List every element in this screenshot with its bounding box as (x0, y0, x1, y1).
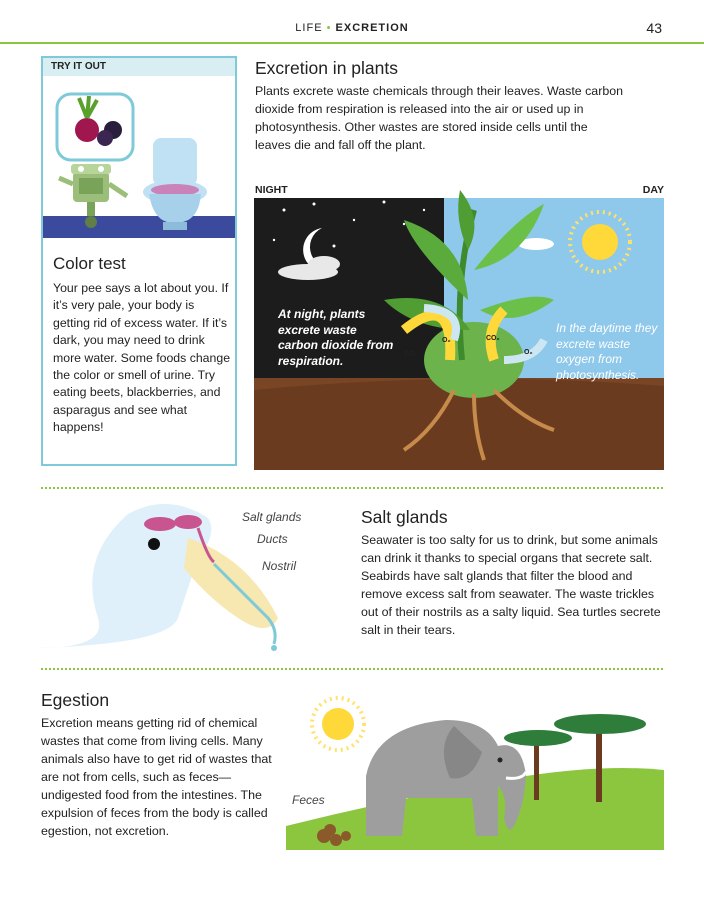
day-label: DAY (642, 184, 664, 196)
bird-eye-icon (148, 538, 160, 550)
plants-title: Excretion in plants (255, 58, 398, 78)
try-it-out-box (41, 56, 237, 466)
color-test-body: Your pee says a lot about you. If it’s very pale, your body is getting rid of excess water. If it’s dark, you may need to drink more water. Some foods change the color or smell of urine. Try eating beets, blackberries, and asparagus and see what happens! (53, 281, 231, 435)
color-test-title: Color test (53, 254, 126, 273)
co2-label-day: CO₂ (486, 335, 500, 342)
salt-glands-title: Salt glands (361, 507, 448, 527)
plants-body: Plants excrete waste chemicals through their leaves. Waste carbon dioxide from respiration is released into the air or used up in photosynthesis. Other wastes are stored inside cells until the leaves die and fall off the plant. (255, 84, 623, 152)
page-number: 43 (646, 20, 662, 36)
night-caption: At night, plants excrete waste carbon dioxide from respiration. (278, 307, 394, 368)
elephant-illustration (286, 686, 664, 850)
salt-glands-callout: Salt glands (242, 510, 302, 524)
header-rule (0, 42, 704, 44)
egestion-body: Excretion means getting rid of chemical wastes that come from living cells. Many animals also have to get rid of wastes that are not from cells, such as feces—undigested food from the intestines. The expulsion of feces from the body is called egestion, not excretion. (41, 716, 272, 838)
egestion-title: Egestion (41, 690, 110, 710)
section-divider-1 (41, 487, 663, 489)
robot-toilet-illustration (43, 76, 235, 244)
o2-label-night: O₂ (442, 337, 451, 344)
section-divider-2 (41, 668, 663, 670)
salt-glands-body: Seawater is too salty for us to drink, but some animals can drink it thanks to special organs that secrete salt. Seabirds have salt glands that filter the blood and remove excess salt from seawater. The waste trickles out of their nostrils as a salty liquid. Sea turtles secrete salt in their tears. (361, 533, 661, 637)
ducts-callout: Ducts (257, 532, 288, 546)
night-label: NIGHT (255, 184, 288, 196)
o2-label-day: O₂ (524, 349, 533, 356)
separator-dot: • (326, 22, 332, 34)
page-header (0, 0, 704, 44)
nostril-callout: Nostril (262, 559, 297, 573)
salt-gland-icon (144, 517, 176, 531)
beet-icon (75, 118, 99, 142)
feces-callout: Feces (292, 793, 325, 807)
sun-icon-egestion (312, 698, 364, 750)
day-caption: In the daytime they excrete waste oxygen from photosynthesis. (556, 321, 658, 382)
running-head (0, 22, 704, 34)
try-it-out-tag: TRY IT OUT (43, 58, 235, 76)
co2-label-night: CO₂ (404, 351, 418, 358)
topic-name: EXCRETION (335, 22, 409, 34)
section-name: LIFE (295, 22, 323, 34)
